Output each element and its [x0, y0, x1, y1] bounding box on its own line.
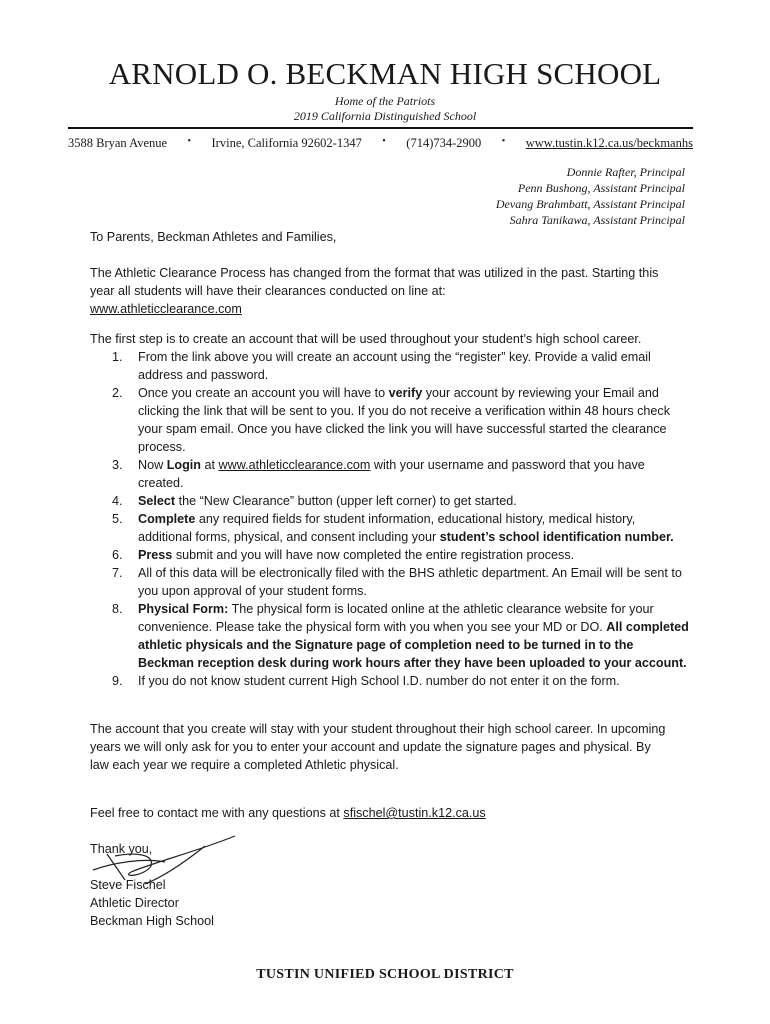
step-number: 9. — [112, 674, 123, 688]
school-name: ARNOLD O. BECKMAN HIGH SCHOOL — [108, 56, 662, 91]
step-text: Once you create an account you will have to — [138, 386, 389, 400]
step-text: with your username and password that you have created. — [138, 458, 645, 490]
list-item — [90, 510, 690, 546]
step-number: 2. — [112, 386, 123, 400]
motto: Home of the Patriots — [334, 94, 436, 108]
list-item — [90, 384, 690, 456]
steps-list — [90, 348, 690, 690]
step-keyword: Physical Form: — [138, 602, 229, 616]
step-text: From the link above you will create an account using the “register” key. Provide a valid email address and password. — [138, 350, 651, 382]
bullet: • — [382, 136, 386, 147]
district-footer: TUSTIN UNIFIED SCHOOL DISTRICT — [256, 967, 514, 982]
assistant-principal: Sahra Tanikawa, Assistant Principal — [509, 213, 685, 227]
closing: Thank you, — [90, 842, 153, 856]
step-number: 5. — [112, 512, 123, 526]
salutation: To Parents, Beckman Athletes and Families, — [90, 230, 337, 244]
assistant-principal: Penn Bushong, Assistant Principal — [517, 181, 685, 195]
list-item — [90, 600, 690, 672]
step-text: any required fields for student information, educational history, medical history, additional forms, physical, and consent including your — [138, 512, 636, 544]
step-text: All of this data will be electronically filed with the BHS athletic department. An Email will be sent to you upon approval of your student forms. — [138, 566, 682, 598]
step-keyword: Press — [138, 548, 173, 562]
list-item — [90, 564, 690, 600]
step-number: 3. — [112, 458, 123, 472]
contact-email-link[interactable]: sfischel@tustin.k12.ca.us — [343, 806, 486, 820]
step-number: 1. — [112, 350, 123, 364]
step-text: at — [200, 458, 219, 472]
step-number: 4. — [112, 494, 123, 508]
street-address: 3588 Bryan Avenue — [68, 136, 168, 150]
city-state-zip: Irvine, California 92602-1347 — [211, 136, 362, 150]
list-item — [90, 672, 690, 690]
intro-text: The Athletic Clearance Process has changed from the format that was utilized in the past. Starting this year all students will have their clearances conducted on line at: — [90, 266, 659, 298]
list-item — [90, 492, 690, 510]
step-emphasis: All completed athletic physicals and the Signature page of completion need to be turned in to the Beckman reception desk during work hours after they have been uploaded to your account. — [138, 620, 689, 670]
first-step-text: The first step is to create an account that will be used throughout your student’s high school career. — [90, 332, 642, 346]
step-text: submit and you will have now completed the entire registration process. — [172, 548, 575, 562]
step-text: Now — [138, 458, 167, 472]
list-item — [90, 348, 690, 384]
step-text: If you do not know student current High School I.D. number do not enter it on the form. — [138, 674, 620, 688]
website-link[interactable]: www.tustin.k12.ca.us/beckmanhs — [525, 136, 693, 150]
bullet: • — [187, 136, 192, 147]
list-item — [90, 456, 690, 492]
contact-line — [90, 804, 486, 822]
signer-title: Athletic Director — [90, 896, 179, 910]
phone-number: (714)734-2900 — [406, 136, 482, 150]
address-line — [68, 136, 693, 151]
header-rule — [68, 127, 693, 129]
signature-block — [90, 876, 214, 930]
step-keyword: Login — [166, 458, 201, 472]
contact-text: Feel free to contact me with any questions at — [90, 806, 344, 820]
account-paragraph: The account that you create will stay with your student throughout their high school career. In upcoming years we will only ask for you to enter your account and update the signature pages and physical. By law each year we require a completed Athletic physical. — [90, 722, 666, 772]
principal: Donnie Rafter, Principal — [566, 165, 685, 179]
intro-paragraph — [90, 264, 680, 318]
list-item — [90, 546, 690, 564]
bullet: • — [501, 136, 506, 147]
administration-list — [496, 164, 685, 228]
step-keyword: Select — [138, 494, 176, 508]
assistant-principal: Devang Brahmbatt, Assistant Principal — [495, 197, 685, 211]
athletic-clearance-link[interactable]: www.athleticclearance.com — [90, 302, 242, 316]
signer-name: Steve Fischel — [90, 878, 166, 892]
step-keyword: Complete — [138, 512, 196, 526]
step-emphasis: student’s school identification number. — [439, 530, 674, 544]
signer-school: Beckman High School — [90, 914, 214, 928]
step-text: The physical form is located online at the athletic clearance website for your convenience. Please take the physical form with you when you see your MD or DO. — [138, 602, 654, 634]
step-number: 8. — [112, 602, 123, 616]
step-text: your account by reviewing your Email and clicking the link that will be sent to you. If you do not receive a verification within 48 hours check your spam email. Once you have clicked the link you will have successful started the clearance process. — [138, 386, 671, 454]
distinction: 2019 California Distinguished School — [293, 109, 477, 123]
athletic-clearance-link[interactable]: www.athleticclearance.com — [218, 458, 371, 472]
step-number: 7. — [112, 566, 123, 580]
step-number: 6. — [112, 548, 123, 562]
step-keyword: verify — [388, 386, 423, 400]
step-text: the “New Clearance” button (upper left corner) to get started. — [175, 494, 517, 508]
